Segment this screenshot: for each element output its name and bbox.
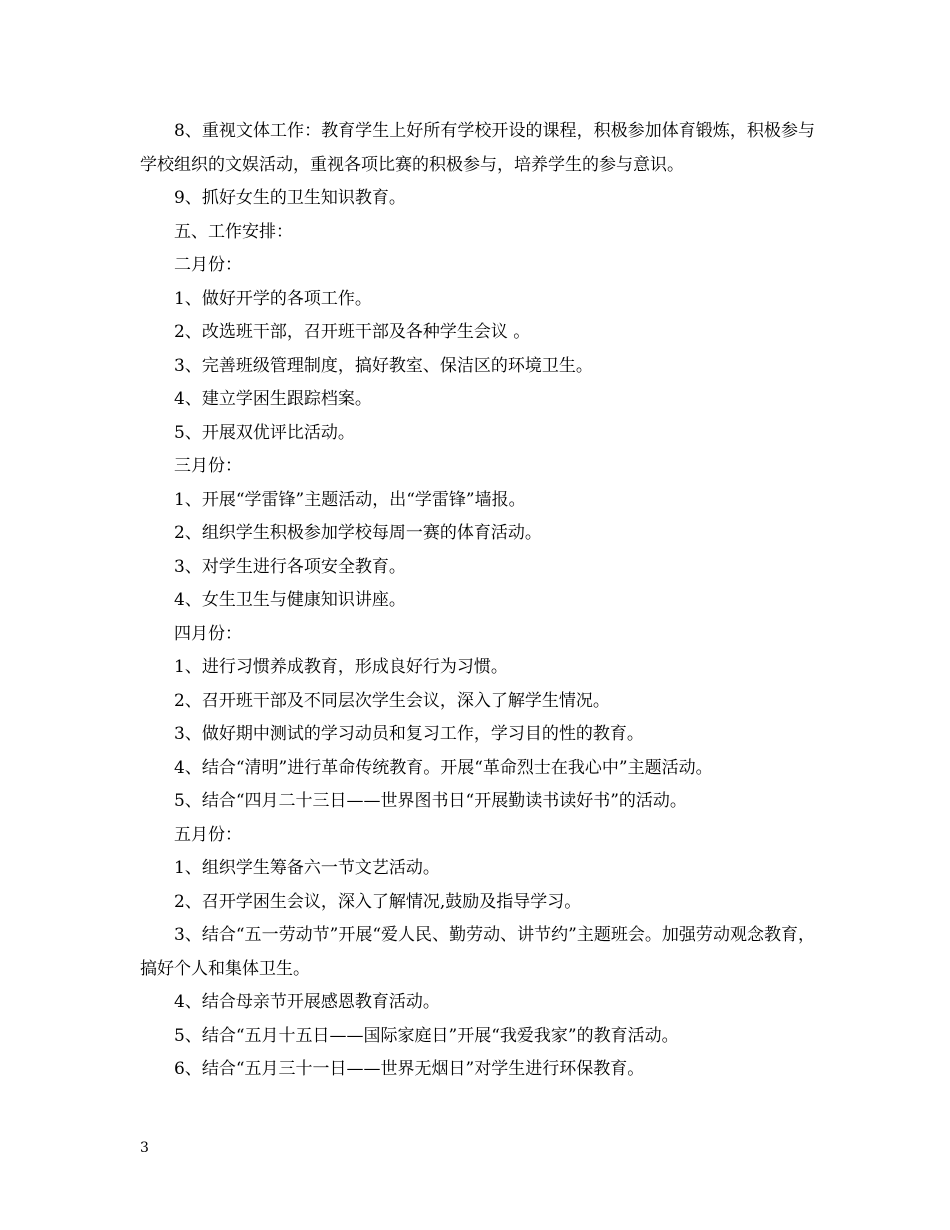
- list-item: 1、组织学生筹备六一节文艺活动。: [174, 858, 440, 878]
- list-item: 1、开展“学雷锋”主题活动，出“学雷锋”墙报。: [174, 489, 526, 510]
- list-item: 1、进行习惯养成教育，形成良好行为习惯。: [174, 657, 508, 677]
- list-item: 2、召开学困生会议，深入了解情况,鼓励及指导学习。: [174, 891, 582, 912]
- list-item: 2、改选班干部，召开班干部及各种学生会议 。: [174, 322, 531, 342]
- list-item: 5、结合“四月二十三日——世界图书日“开展勤读书读好书”的活动。: [174, 791, 687, 811]
- month-heading-march: 三月份：: [174, 456, 242, 476]
- paragraph-item-8-sports: 8、重视文体工作：教育学生上好所有学校开设的课程，积极参加体育锻炼，积极参与学校组织的文娱活动，重视各项比赛的积极参与，培养学生的参与意识。: [140, 121, 815, 175]
- list-item: 5、结合“五月十五日——国际家庭日”开展“我爱我家”的教育活动。: [174, 1025, 679, 1046]
- page-number: 3: [140, 1140, 149, 1156]
- month-heading-april: 四月份：: [174, 623, 242, 644]
- list-item: 4、结合母亲节开展感恩教育活动。: [174, 992, 440, 1012]
- list-item: 2、组织学生积极参加学校每周一赛的体育活动。: [174, 523, 542, 543]
- document-body: [140, 115, 815, 1087]
- list-item: 4、女生卫生与健康知识讲座。: [174, 590, 406, 610]
- list-item: 4、结合“清明”进行革命传统教育。开展“革命烈士在我心中”主题活动。: [174, 757, 713, 778]
- list-item: 1、做好开学的各项工作。: [174, 288, 372, 309]
- section-heading-work-schedule: 五、工作安排：: [174, 221, 293, 242]
- list-item: 3、对学生进行各项安全教育。: [174, 556, 406, 577]
- list-item: 4、建立学困生跟踪档案。: [174, 389, 372, 409]
- list-item: 6、结合“五月三十一日——世界无烟日”对学生进行环保教育。: [174, 1059, 645, 1079]
- list-item: 5、开展双优评比活动。: [174, 422, 355, 443]
- month-heading-february: 二月份：: [174, 255, 242, 275]
- month-heading-may: 五月份：: [174, 824, 242, 845]
- list-item: 2、召开班干部及不同层次学生会议，深入了解学生情况。: [174, 690, 610, 711]
- list-item: 3、做好期中测试的学习动员和复习工作，学习目的性的教育。: [174, 724, 644, 744]
- paragraph-item-9-hygiene: 9、抓好女生的卫生知识教育。: [174, 188, 406, 208]
- list-item: 3、完善班级管理制度，搞好教室、保洁区的环境卫生。: [174, 355, 593, 376]
- list-item: 3、结合“五一劳动节”开展“爱人民、勤劳动、讲节约”主题班会。加强劳动观念教育，搞好个人和集体卫生。: [140, 925, 815, 979]
